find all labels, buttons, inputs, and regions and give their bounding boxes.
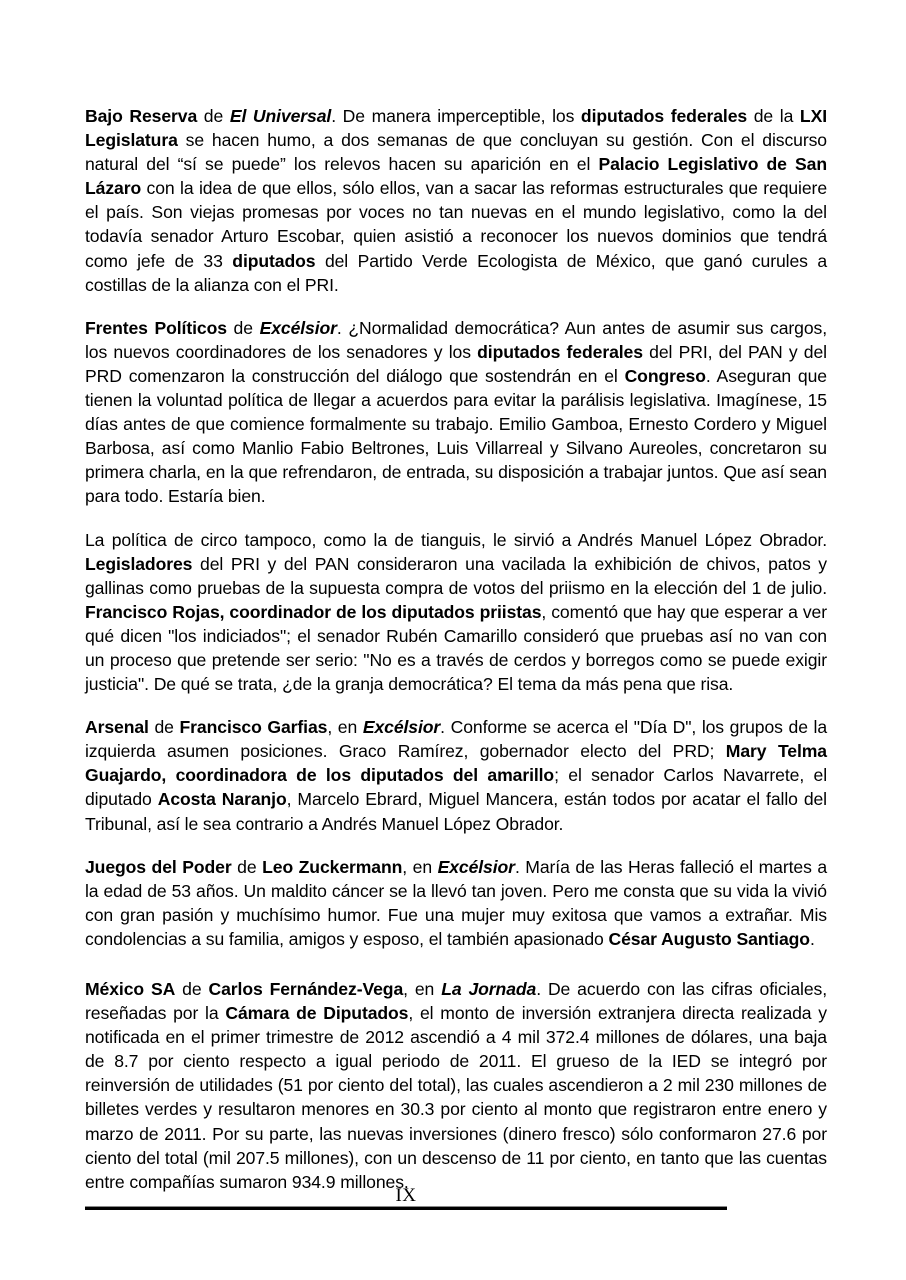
bold-run: Arsenal bbox=[85, 717, 149, 738]
text-run: . Aseguran que tienen la voluntad política de llegar a acuerdos para evitar la parálisis legislativa. Imagínese, 15 días antes de que comience formalmente su trabajo. Emilio Gamboa, Ernesto Cordero y Miguel Barbosa, así como Manlio Fabio Beltrones, Luis Villarreal y Silvano Aureoles, concretaron su primera charla, en la que refrendaron, de entrada, su disposición a trabajar juntos. Que así sean para todo. Estaría bien. bbox=[85, 365, 827, 507]
publication-name: Excélsior bbox=[259, 317, 337, 338]
bold-run: Acosta Naranjo bbox=[157, 789, 287, 810]
text-run: , el monto de inversión extranjera directa realizada y notificada en el primer trimestre de 2012 ascendió a 4 mil 372.4 millones de dólares, una baja de 8.7 por ciento respecto a igual periodo de 2011. El grueso de la IED se integró por reinversión de utilidades (51 por ciento del total), las cuales ascendieron a 2 mil 230 millones de billetes verdes y resultaron menores en 30.3 por ciento al monto que registraron entre enero y marzo de 2011. Por su parte, las nuevas inversiones (dinero fresco) sólo conformaron 27.6 por ciento del total (mil 207.5 millones), con un descenso de 11 por ciento, en tanto que las cuentas entre compañías sumaron 934.9 millones. bbox=[85, 1003, 828, 1192]
text-run: del PRI, del PAN y del PRD comenzaron la construcción del diálogo que sostendrán en el bbox=[85, 341, 827, 386]
text-run: de bbox=[197, 106, 230, 126]
page-footer bbox=[85, 1185, 727, 1225]
text-run: ; el senador Carlos Navarrete, el diputado bbox=[85, 765, 827, 810]
bold-run: Francisco Rojas, coordinador de los diputados priistas bbox=[85, 601, 542, 622]
bold-run: Leo Zuckermann bbox=[262, 856, 403, 877]
bold-run: Congreso bbox=[624, 365, 706, 386]
bold-run: Cámara de Diputados bbox=[225, 1003, 409, 1024]
text-run: de bbox=[148, 717, 180, 738]
text-run: . De acuerdo con las cifras oficiales, reseñadas por la bbox=[85, 979, 827, 1024]
paragraph-politica-de-circo bbox=[85, 528, 827, 697]
publication-name: El Universal bbox=[229, 106, 332, 126]
text-run: , comentó que hay que esperar a ver qué dicen "los indiciados"; el senador Rubén Camarillo consideró que pruebas así no van con un proceso que pretende ser serio: "No es a través de cerdos y borregos como se puede exigir justicia". De qué se trata, ¿de la granja democrática? El tema da más pena que risa. bbox=[85, 601, 828, 695]
bold-run: Legisladores bbox=[85, 553, 193, 574]
paragraph-mexico-sa bbox=[85, 977, 827, 1194]
text-run: La política de circo tampoco, como la de tianguis, le sirvió a Andrés Manuel López Obrador. bbox=[85, 529, 827, 550]
text-run: . bbox=[809, 928, 815, 949]
bold-run: Carlos Fernández-Vega bbox=[208, 979, 404, 999]
text-run: del Partido Verde Ecologista de México, que ganó curules a costillas de la alianza con el PRI. bbox=[85, 250, 827, 295]
text-run: del PRI y del PAN consideraron una vacilada la exhibición de chivos, patos y gallinas como pruebas de la supuesta compra de votos del priismo en la elección del 1 de julio. bbox=[85, 553, 827, 598]
text-run: de bbox=[226, 317, 260, 338]
text-run: de la bbox=[747, 106, 800, 126]
text-run: , Marcelo Ebrard, Miguel Mancera, están todos por acatar el fallo del Tribunal, así le sea contrario a Andrés Manuel López Obrador. bbox=[85, 789, 827, 834]
publication-name: Excélsior bbox=[362, 717, 441, 738]
paragraph-bajo-reserva bbox=[85, 104, 827, 297]
text-run: . De manera imperceptible, los bbox=[331, 106, 581, 126]
page-number: IX bbox=[395, 1185, 417, 1206]
document-body bbox=[85, 104, 827, 1194]
text-run: . María de las Heras falleció el martes a la edad de 53 años. Un maldito cáncer se la llevó tan joven. Pero me consta que su vida la vivió con gran pasión y muchísimo humor. Fue una mujer muy exitosa que vamos a extrañar. Mis condolencias a su familia, amigos y esposo, el también apasionado bbox=[85, 856, 828, 949]
bold-run: Frentes Políticos bbox=[85, 317, 227, 338]
text-run: . ¿Normalidad democrática? Aun antes de asumir sus cargos, los nuevos coordinadores de los senadores y los bbox=[85, 317, 827, 362]
bold-run: César Augusto Santiago bbox=[608, 928, 810, 949]
bold-run: Mary Telma Guajardo, coordinadora de los diputados del amarillo bbox=[85, 741, 827, 786]
paragraph-frentes-politicos bbox=[85, 316, 827, 509]
text-run: , en bbox=[402, 856, 438, 877]
bold-run: Palacio Legislativo de San Lázaro bbox=[85, 154, 827, 199]
bold-run: LXI Legislatura bbox=[85, 106, 827, 151]
bold-run: Francisco Garfias bbox=[179, 717, 328, 738]
publication-name: La Jornada bbox=[441, 979, 537, 999]
bold-run: diputados federales bbox=[477, 341, 643, 362]
publication-name: Excélsior bbox=[437, 856, 515, 877]
text-run: se hacen humo, a dos semanas de que concluyan su gestión. Con el discurso natural del “sí se puede” los relevos hacen su aparición en el bbox=[85, 130, 827, 175]
footer-divider bbox=[85, 1206, 727, 1210]
bold-run: Juegos del Poder bbox=[85, 856, 232, 877]
paragraph-arsenal bbox=[85, 715, 827, 835]
paragraph-juegos-del-poder bbox=[85, 855, 827, 951]
text-run: de bbox=[231, 856, 263, 877]
text-run: . Conforme se acerca el "Día D", los grupos de la izquierda asumen posiciones. Graco Ramírez, gobernador electo del PRD; bbox=[85, 717, 828, 762]
bold-run: Bajo Reserva bbox=[85, 106, 198, 126]
text-run: de bbox=[175, 979, 209, 999]
bold-run: diputados bbox=[232, 250, 316, 271]
bold-run: México SA bbox=[85, 979, 176, 999]
bold-run: diputados federales bbox=[580, 106, 748, 126]
text-run: , en bbox=[327, 717, 363, 738]
text-run: con la idea de que ellos, sólo ellos, van a sacar las reformas estructurales que requiere el país. Son viejas promesas por voces no tan nuevas en el mundo legislativo, como la del todavía senador Arturo Escobar, quien asistió a reconocer los nuevos dominios que tendrá como jefe de 33 bbox=[85, 178, 827, 271]
text-run: , en bbox=[403, 979, 442, 999]
